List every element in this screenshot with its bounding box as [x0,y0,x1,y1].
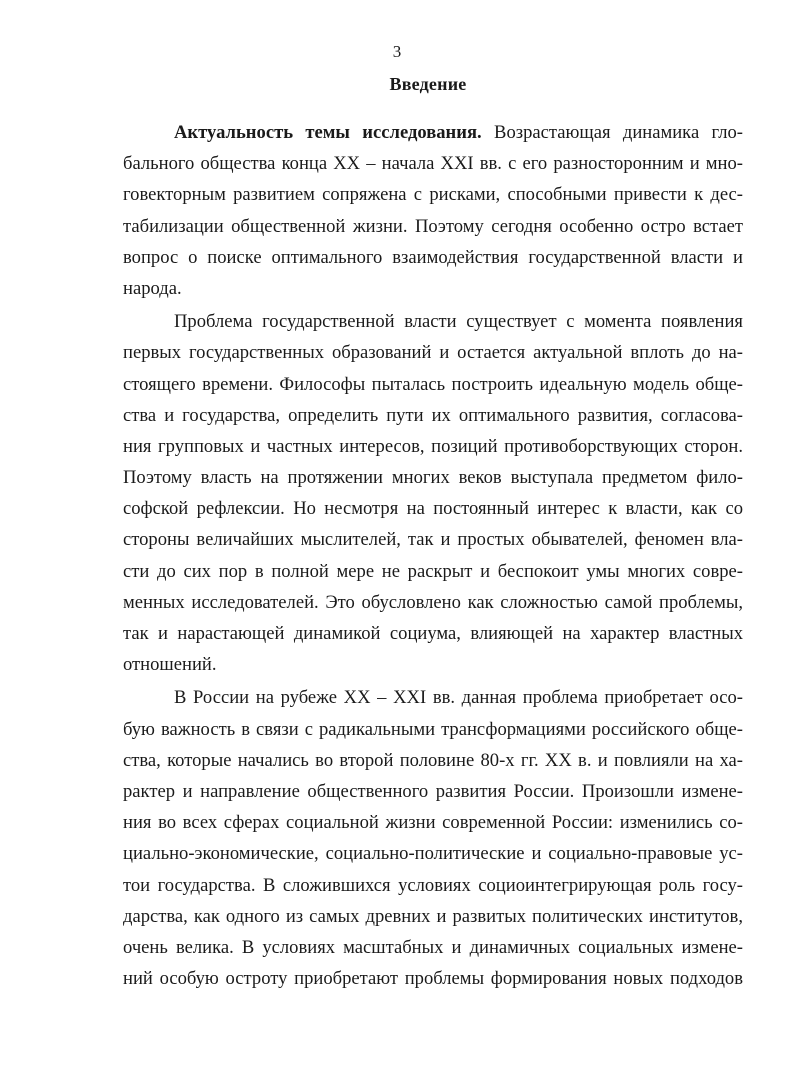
paragraph-line: стороны величайших мыслителей, так и простых обывателей, феномен вла- [123,529,743,551]
body-text [123,117,743,994]
paragraph-line: циально-экономические, социально-политические и социально-правовые ус- [123,843,743,865]
paragraph-line: Поэтому власть на протяжении многих веков выступала предметом фило- [123,467,743,489]
paragraph-line: менных исследователей. Это обусловлено как сложностью самой проблемы, [123,591,743,613]
paragraph [123,306,743,680]
paragraph-line: ний особую остроту приобретают проблемы формирования новых подходов [123,968,743,990]
paragraph-line: табилизации общественной жизни. Поэтому сегодня особенно остро встает [123,215,743,237]
paragraph-line: вопрос о поиске оптимального взаимодействия государственной власти и [123,246,743,268]
page-heading: Введение [389,74,467,94]
paragraph-line: ния групповых и частных интересов, позиций противоборствующих сторон. [123,435,743,457]
paragraph-line: сти до сих пор в полной мере не раскрыт и беспокоит умы многих совре- [123,560,743,582]
paragraph-line: рактер и направление общественного развития России. Произошли измене- [123,780,743,802]
paragraph-line: так и нарастающей динамикой социума, влияющей на характер властных [123,623,743,644]
paragraph-line: говекторным развитием сопряжена с рисками, способными привести к дес- [123,184,743,206]
paragraph-line: дарства, как одного из самых древних и развитых политических институтов, [123,905,743,927]
paragraph-line: ства и государства, определить пути их оптимального развития, согласова- [123,404,743,426]
paragraph-line: очень велика. В условиях масштабных и динамичных социальных измене- [123,936,743,958]
paragraph [123,682,743,994]
paragraph-line: Проблема государственной власти существует с момента появления [174,311,743,333]
paragraph-line-text: Возрастающая динамика гло- [481,122,743,143]
paragraph-line: софской рефлексии. Но несмотря на постоянный интерес к власти, как со [123,498,743,520]
paragraph-line: В России на рубеже XX – XXI вв. данная проблема приобретает осо- [174,687,743,709]
paragraph-line: бального общества конца XX – начала XXI вв. с его разносторонним и мно- [123,153,743,175]
paragraph-line: первых государственных образований и остается актуальной вплоть до на- [123,342,743,364]
paragraph-line: отношений. [123,654,217,676]
paragraph-line: стоящего времени. Философы пыталась построить идеальную модель обще- [123,373,743,395]
paragraph-line: народа. [123,277,182,299]
paragraph-line: тои государства. В сложившихся условиях социоинтегрирующая роль госу- [123,874,743,896]
paragraph-line: ния во всех сферах социальной жизни современной России: изменились со- [123,812,743,834]
paragraph [123,117,743,304]
paragraph-line: бую важность в связи с радикальными трансформациями российского обще- [123,718,743,740]
paragraph-line: ства, которые начались во второй половине 80-х гг. XX в. и повлияли на ха- [123,749,743,771]
paragraph-lead: Актуальность темы исследования. [174,122,482,143]
page-number: 3 [392,42,402,61]
paragraph-line [123,117,743,148]
